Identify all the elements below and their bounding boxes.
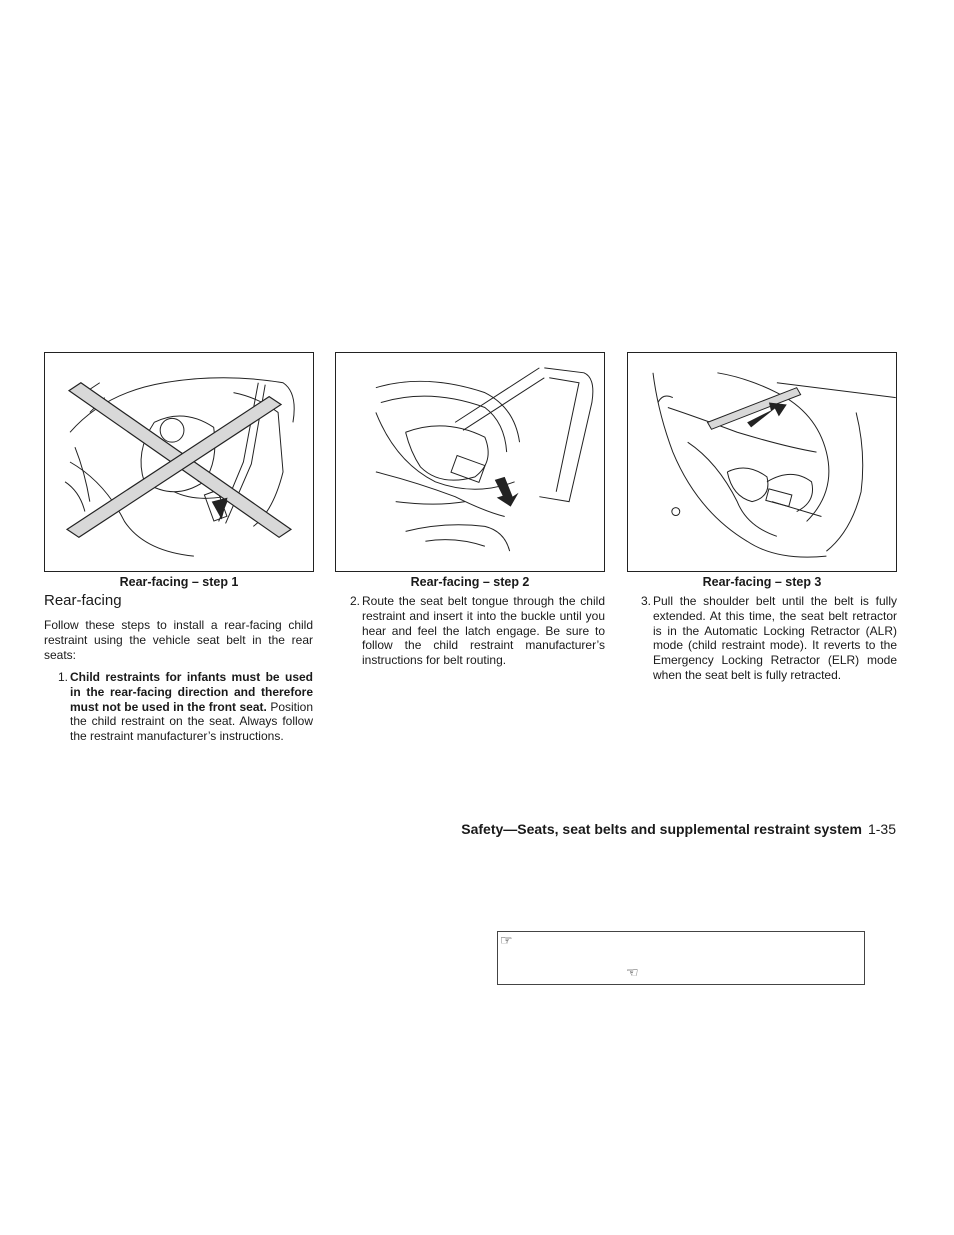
seat-belt-buckle-insert-illustration (336, 353, 604, 571)
reference-note-box (497, 931, 865, 985)
step-1-number: 1. (57, 670, 68, 684)
step-3-item (640, 594, 897, 683)
figure-caption-step-3: Rear-facing – step 3 (702, 575, 822, 589)
footer-title: Safety—Seats, seat belts and supplemental restraint system (461, 821, 862, 837)
shoulder-belt-extend-illustration (628, 353, 896, 571)
step-1-text: Position the child restraint on the seat. Always follow the restraint manufacturer’s instructions. (70, 699, 314, 744)
step-1-item (57, 670, 314, 744)
figure-caption-step-1: Rear-facing – step 1 (119, 575, 239, 589)
child-restraint-front-seat-prohibited-illustration (45, 353, 313, 571)
section-heading: Rear-facing (44, 592, 122, 609)
intro-paragraph: Follow these steps to install a rear-facing child restraint using the vehicle seat belt in the rear seats: (44, 618, 313, 662)
step-2-item (349, 594, 605, 668)
step-2-text: Route the seat belt tongue through the child restraint and insert it into the buckle until you hear and feel the latch engage. Be sure to follow the child restraint manufacturer’s instructions for belt routing. (362, 594, 605, 668)
figure-step-2 (335, 352, 605, 572)
figure-caption-step-2: Rear-facing – step 2 (410, 575, 530, 589)
figure-step-1 (44, 352, 314, 572)
pointing-hand-icon: ☜ (626, 964, 639, 980)
step-1-warning: Child restraints for infants must be used in the rear-facing direction and therefore must not be used in the front seat. (70, 670, 313, 714)
page-number: 1-35 (867, 821, 896, 837)
figure-step-3 (627, 352, 897, 572)
step-3-number: 3. (640, 594, 651, 608)
step-2-number: 2. (349, 594, 360, 608)
pointing-hand-icon: ☞ (500, 932, 513, 948)
page-footer (461, 821, 896, 837)
step-3-text: Pull the shoulder belt until the belt is fully extended. At this time, the seat belt retractor is in the Automatic Locking Retractor (ALR) mode (child restraint mode). It reverts to the Emergency Locking Retractor (ELR) mode when the seat belt is fully retracted. (653, 594, 897, 682)
